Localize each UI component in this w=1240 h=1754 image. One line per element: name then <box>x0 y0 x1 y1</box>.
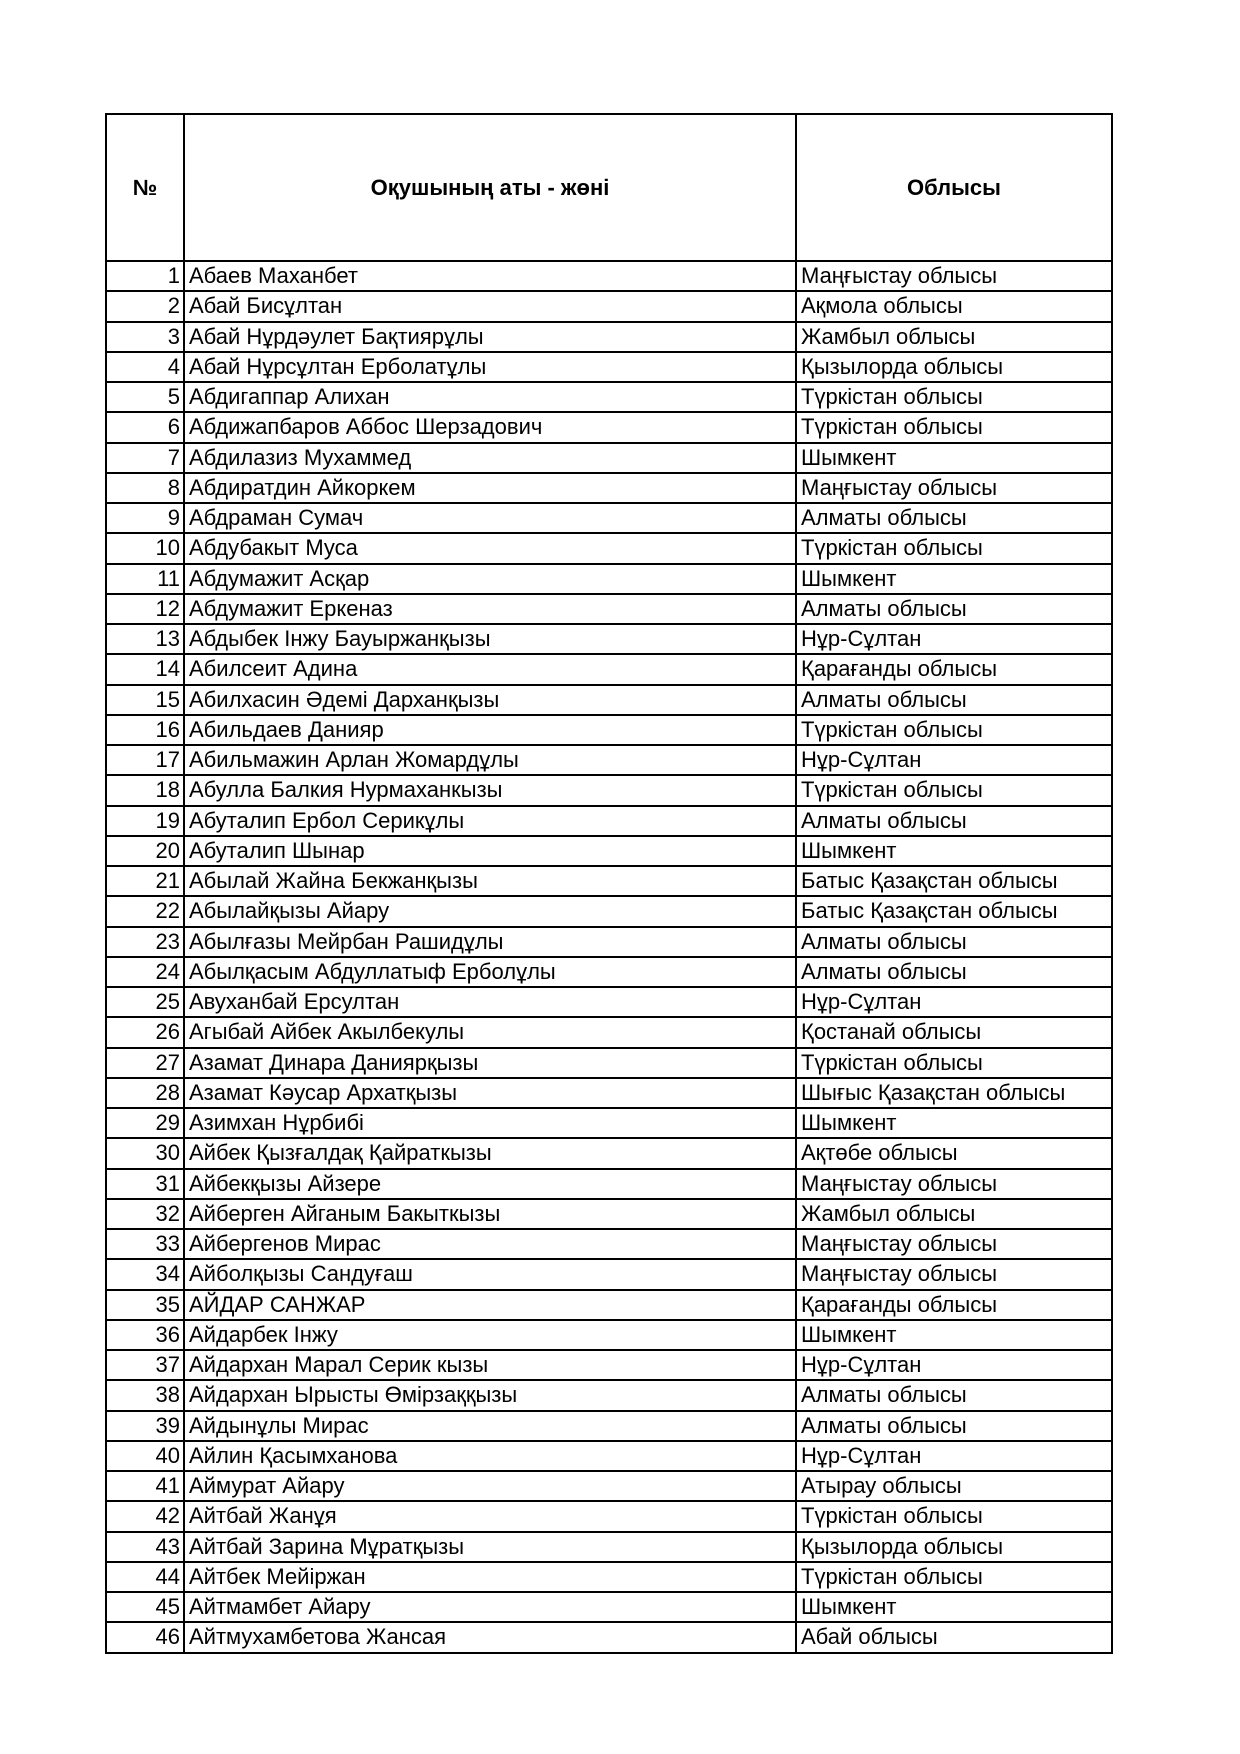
table-row <box>106 1320 1112 1350</box>
row-number: 6 <box>106 412 184 442</box>
table-row <box>106 1562 1112 1592</box>
table-row <box>106 291 1112 321</box>
student-region: Шымкент <box>796 1320 1112 1350</box>
student-region: Алматы облысы <box>796 1380 1112 1410</box>
student-region: Алматы облысы <box>796 927 1112 957</box>
table-row <box>106 866 1112 896</box>
student-region: Маңғыстау облысы <box>796 1229 1112 1259</box>
row-number: 10 <box>106 533 184 563</box>
row-number: 20 <box>106 836 184 866</box>
student-name: Абуталип Шынар <box>184 836 796 866</box>
student-region: Түркістан облысы <box>796 382 1112 412</box>
row-number: 40 <box>106 1441 184 1471</box>
student-name: Абильмажин Арлан Жомардұлы <box>184 745 796 775</box>
student-name: Аймурат Айару <box>184 1471 796 1501</box>
student-region: Түркістан облысы <box>796 533 1112 563</box>
row-number: 39 <box>106 1411 184 1441</box>
row-number: 46 <box>106 1622 184 1652</box>
student-name: Абай Нұрсұлтан Ерболатұлы <box>184 352 796 382</box>
student-name: Абдубакыт Муса <box>184 533 796 563</box>
table-row <box>106 1501 1112 1531</box>
student-name: Азимхан Нұрбибі <box>184 1108 796 1138</box>
row-number: 45 <box>106 1592 184 1622</box>
student-region: Ақмола облысы <box>796 291 1112 321</box>
student-region: Алматы облысы <box>796 685 1112 715</box>
student-name: Агыбай Айбек Акылбекулы <box>184 1017 796 1047</box>
student-name: Абылғазы Мейрбан Рашидұлы <box>184 927 796 957</box>
student-name: Абдраман Сумач <box>184 503 796 533</box>
student-region: Жамбыл облысы <box>796 322 1112 352</box>
student-name: Айбекқызы Айзере <box>184 1169 796 1199</box>
table-row <box>106 1441 1112 1471</box>
table-row <box>106 382 1112 412</box>
student-name: Абай Бисұлтан <box>184 291 796 321</box>
student-name: Азамат Кәусар Архатқызы <box>184 1078 796 1108</box>
table-row <box>106 1138 1112 1168</box>
student-region: Шымкент <box>796 564 1112 594</box>
student-name: Абдижапбаров Аббос Шерзадович <box>184 412 796 442</box>
student-name: Абдилазиз Мухаммед <box>184 443 796 473</box>
row-number: 42 <box>106 1501 184 1531</box>
student-name: Айдарбек Інжу <box>184 1320 796 1350</box>
table-row <box>106 1350 1112 1380</box>
row-number: 1 <box>106 261 184 291</box>
row-number: 44 <box>106 1562 184 1592</box>
student-region: Қызылорда облысы <box>796 352 1112 382</box>
table-row <box>106 1229 1112 1259</box>
row-number: 2 <box>106 291 184 321</box>
student-region: Түркістан облысы <box>796 715 1112 745</box>
student-name: Абдигаппар Алихан <box>184 382 796 412</box>
table-row <box>106 1290 1112 1320</box>
table-row <box>106 654 1112 684</box>
student-region: Алматы облысы <box>796 594 1112 624</box>
row-number: 11 <box>106 564 184 594</box>
student-region: Шығыс Қазақстан облысы <box>796 1078 1112 1108</box>
row-number: 30 <box>106 1138 184 1168</box>
row-number: 14 <box>106 654 184 684</box>
student-region: Нұр-Сұлтан <box>796 624 1112 654</box>
student-name: Айтмухамбетова Жансая <box>184 1622 796 1652</box>
row-number: 8 <box>106 473 184 503</box>
student-region: Түркістан облысы <box>796 1501 1112 1531</box>
student-name: Абилсеит Адина <box>184 654 796 684</box>
row-number: 12 <box>106 594 184 624</box>
table-row <box>106 1259 1112 1289</box>
student-name: Авуханбай Ерсултан <box>184 987 796 1017</box>
table-row <box>106 1471 1112 1501</box>
student-name: Айдархан Марал Серик кызы <box>184 1350 796 1380</box>
table-row <box>106 1048 1112 1078</box>
table-row <box>106 987 1112 1017</box>
row-number: 31 <box>106 1169 184 1199</box>
header-student-name: Оқушының аты - жөні <box>184 114 796 261</box>
student-region: Маңғыстау облысы <box>796 1169 1112 1199</box>
table-row <box>106 896 1112 926</box>
student-name: Абулла Балкия Нурмаханкызы <box>184 775 796 805</box>
row-number: 19 <box>106 806 184 836</box>
table-body <box>106 261 1112 1653</box>
table-row <box>106 745 1112 775</box>
table-row <box>106 1592 1112 1622</box>
header-number: № <box>106 114 184 261</box>
student-name: Айбергенов Мирас <box>184 1229 796 1259</box>
row-number: 24 <box>106 957 184 987</box>
student-name: Айтбек Мейіржан <box>184 1562 796 1592</box>
row-number: 4 <box>106 352 184 382</box>
student-name: Абдиратдин Айкоркем <box>184 473 796 503</box>
student-region: Алматы облысы <box>796 1411 1112 1441</box>
table-row <box>106 806 1112 836</box>
table-row <box>106 1017 1112 1047</box>
table-row <box>106 594 1112 624</box>
table-row <box>106 412 1112 442</box>
student-region: Батыс Қазақстан облысы <box>796 896 1112 926</box>
student-region: Маңғыстау облысы <box>796 261 1112 291</box>
table-row <box>106 473 1112 503</box>
table-row <box>106 775 1112 805</box>
student-name: Айтмамбет Айару <box>184 1592 796 1622</box>
student-region: Алматы облысы <box>796 957 1112 987</box>
table-row <box>106 1199 1112 1229</box>
student-name: Абылай Жайна Бекжанқызы <box>184 866 796 896</box>
student-name: Айбек Қызғалдақ Қайраткызы <box>184 1138 796 1168</box>
student-region: Маңғыстау облысы <box>796 1259 1112 1289</box>
row-number: 34 <box>106 1259 184 1289</box>
student-region: Нұр-Сұлтан <box>796 1350 1112 1380</box>
row-number: 36 <box>106 1320 184 1350</box>
student-name: Абдумажит Еркеназ <box>184 594 796 624</box>
table-row <box>106 443 1112 473</box>
row-number: 9 <box>106 503 184 533</box>
student-name: Абуталип Ербол Серикұлы <box>184 806 796 836</box>
student-region: Түркістан облысы <box>796 412 1112 442</box>
row-number: 29 <box>106 1108 184 1138</box>
row-number: 43 <box>106 1532 184 1562</box>
student-region: Шымкент <box>796 836 1112 866</box>
table-row <box>106 1532 1112 1562</box>
student-region: Түркістан облысы <box>796 775 1112 805</box>
student-name: Абильдаев Данияр <box>184 715 796 745</box>
row-number: 13 <box>106 624 184 654</box>
student-name: Абылқасым Абдуллатыф Ерболұлы <box>184 957 796 987</box>
header-region: Облысы <box>796 114 1112 261</box>
student-region: Нұр-Сұлтан <box>796 745 1112 775</box>
table-row <box>106 352 1112 382</box>
row-number: 16 <box>106 715 184 745</box>
student-region: Қарағанды облысы <box>796 654 1112 684</box>
row-number: 28 <box>106 1078 184 1108</box>
student-name: Абай Нұрдәулет Бақтиярұлы <box>184 322 796 352</box>
row-number: 25 <box>106 987 184 1017</box>
table-header-row <box>106 114 1112 261</box>
table-row <box>106 503 1112 533</box>
table-row <box>106 624 1112 654</box>
row-number: 5 <box>106 382 184 412</box>
row-number: 27 <box>106 1048 184 1078</box>
students-table <box>105 113 1113 1654</box>
student-name: Абилхасин Әдемі Дарханқызы <box>184 685 796 715</box>
row-number: 37 <box>106 1350 184 1380</box>
table-row <box>106 1078 1112 1108</box>
student-region: Қостанай облысы <box>796 1017 1112 1047</box>
table-row <box>106 1411 1112 1441</box>
student-region: Түркістан облысы <box>796 1562 1112 1592</box>
student-name: Айтбай Зарина Мұратқызы <box>184 1532 796 1562</box>
student-region: Шымкент <box>796 1108 1112 1138</box>
row-number: 17 <box>106 745 184 775</box>
table-row <box>106 1622 1112 1652</box>
student-region: Алматы облысы <box>796 806 1112 836</box>
table-row <box>106 957 1112 987</box>
row-number: 26 <box>106 1017 184 1047</box>
student-name: Абаев Маханбет <box>184 261 796 291</box>
table-row <box>106 836 1112 866</box>
student-name: Азамат Динара Даниярқызы <box>184 1048 796 1078</box>
student-region: Абай облысы <box>796 1622 1112 1652</box>
row-number: 33 <box>106 1229 184 1259</box>
table-row <box>106 564 1112 594</box>
table-row <box>106 322 1112 352</box>
student-region: Алматы облысы <box>796 503 1112 533</box>
row-number: 35 <box>106 1290 184 1320</box>
student-name: Абдыбек Інжу Бауыржанқызы <box>184 624 796 654</box>
student-region: Қарағанды облысы <box>796 1290 1112 1320</box>
student-region: Нұр-Сұлтан <box>796 1441 1112 1471</box>
student-name: АЙДАР САНЖАР <box>184 1290 796 1320</box>
student-name: Айлин Қасымханова <box>184 1441 796 1471</box>
table-row <box>106 715 1112 745</box>
student-name: Айболқызы Сандуғаш <box>184 1259 796 1289</box>
student-name: Абдумажит Асқар <box>184 564 796 594</box>
student-region: Шымкент <box>796 443 1112 473</box>
row-number: 23 <box>106 927 184 957</box>
row-number: 7 <box>106 443 184 473</box>
student-region: Атырау облысы <box>796 1471 1112 1501</box>
student-region: Жамбыл облысы <box>796 1199 1112 1229</box>
row-number: 22 <box>106 896 184 926</box>
row-number: 32 <box>106 1199 184 1229</box>
row-number: 41 <box>106 1471 184 1501</box>
table-row <box>106 685 1112 715</box>
table-row <box>106 927 1112 957</box>
row-number: 15 <box>106 685 184 715</box>
student-name: Айдархан Ырысты Өмірзаққызы <box>184 1380 796 1410</box>
student-name: Айберген Айганым Бакыткызы <box>184 1199 796 1229</box>
student-name: Айтбай Жанұя <box>184 1501 796 1531</box>
student-region: Нұр-Сұлтан <box>796 987 1112 1017</box>
student-region: Маңғыстау облысы <box>796 473 1112 503</box>
student-region: Қызылорда облысы <box>796 1532 1112 1562</box>
row-number: 21 <box>106 866 184 896</box>
student-name: Абылайқызы Айару <box>184 896 796 926</box>
table-row <box>106 1169 1112 1199</box>
table-row <box>106 261 1112 291</box>
student-region: Түркістан облысы <box>796 1048 1112 1078</box>
table-row <box>106 1108 1112 1138</box>
table-row <box>106 1380 1112 1410</box>
table-row <box>106 533 1112 563</box>
row-number: 18 <box>106 775 184 805</box>
student-region: Шымкент <box>796 1592 1112 1622</box>
student-region: Батыс Қазақстан облысы <box>796 866 1112 896</box>
student-name: Айдынұлы Мирас <box>184 1411 796 1441</box>
row-number: 3 <box>106 322 184 352</box>
student-region: Ақтөбе облысы <box>796 1138 1112 1168</box>
row-number: 38 <box>106 1380 184 1410</box>
